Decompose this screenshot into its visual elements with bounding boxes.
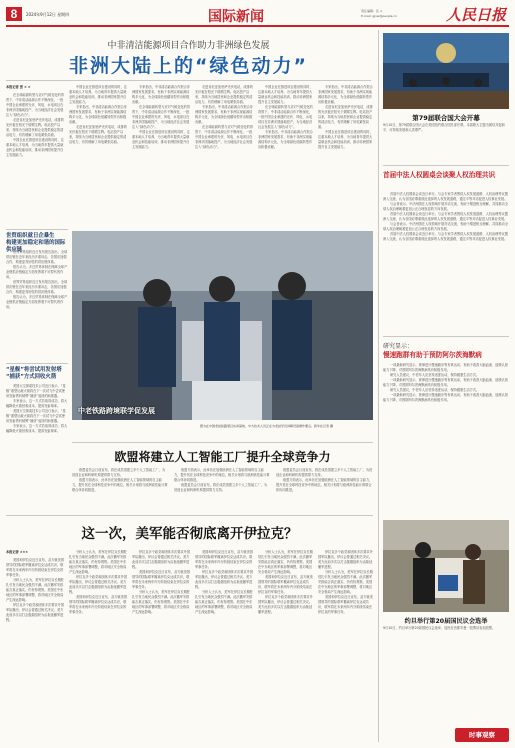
paragraph: 美国和伊拉克近日宣布，双方就美国领导的国际联军撤离伊拉克达成共识，联军将在未来两年内分阶段结束在伊拉克的军事任务。 (258, 575, 313, 594)
left-divider-2 (6, 363, 68, 364)
right-photo-un (383, 33, 509, 109)
paragraph: 走进肯尼亚加里萨光伏电站，成排的光伏板在阳光下熠熠生辉。电站投产以来，持续为当地居民和企业提供稳定的清洁电力，有效缓解了用电紧张局面。 (318, 105, 373, 129)
europe-body-col2 (174, 468, 270, 512)
page-number-badge: 8 (6, 7, 22, 21)
paragraph: 一项最新研究显示，规律进行慢速跑步等有氧运动，有助于改善大脑血流、延缓认知能力下降，对预防阿尔茨海默病具有积极作用。 (383, 378, 508, 387)
left-story-headline: 世贸组织就日企暴生 构建更加稳定和谐的国际供应链 (6, 233, 66, 253)
paragraph: 美国和伊拉克近日宣布，双方就美国领导的国际联军撤离伊拉克达成共识，联军将在未来两年内分阶段结束在伊拉克的军事任务。 (195, 550, 253, 569)
right-photo-jordan (383, 520, 509, 612)
paragraph: 中国企业在推进项目建设的同时，注重本地人才培养，为当地青年提供大量就业机会和技能培训，推动非洲国家提升自主发展能力。 (69, 85, 127, 104)
editor-info (361, 9, 421, 18)
paragraph: 走进肯尼亚加里萨光伏电站，成排的光伏板在阳光下熠熠生辉。电站投产以来，持续为当地居民和企业提供稳定的清洁电力，有效缓解了用电紧张局面。 (6, 118, 64, 137)
bottom-body-col1 (6, 558, 64, 742)
paragraph: 在全球能源转型与应对气候变化的背景下，中非清洁能源合作不断深化，一批中国企业承建的光伏、风电、水电项目在非洲多国落地投产，为当地经济社会发展注入“绿色动力”。 (6, 93, 64, 117)
paragraph: 走进肯尼亚加里萨光伏电站，成排的光伏板在阳光下熠熠生辉。电站投产以来，持续为当地居民和企业提供稳定的清洁电力，有效缓解了用电紧张局面。 (69, 125, 127, 144)
paragraph: 美国和伊拉克近日宣布，双方就美国领导的国际联军撤离伊拉克达成共识，联军将在未来两年内分阶段结束在伊拉克的军事任务。 (132, 570, 190, 589)
paragraph: 伊拉克多个政党和团体多次要求外国军队撤出，伊议会曾通过相关决议。美方此前多次以打击极端组织为由拖延撤军进程。 (132, 550, 190, 569)
paragraph: 报告认为，多边贸易体制在保障全球产业链供应链稳定方面发挥着不可替代的作用。 (6, 295, 68, 309)
paragraph: 美国太空探索技术公司近日表示，“星舰”重型运载火箭将在下一次试飞中尝试使用发射塔机械臂“捕获”返回的助推器。 (6, 384, 66, 398)
lead-body-col5 (258, 85, 314, 227)
paragraph: 在全球能源转型与应对气候变化的背景下，中非清洁能源合作不断深化，一批中国企业承建的光伏、风电、水电项目在非洲多国落地投产，为当地经济社会发展注入“绿色动力”。 (132, 105, 190, 129)
paragraph: 美国和伊拉克近日宣布，双方就美国领导的国际联军撤离伊拉克达成共识，联军将在未来两年内分阶段结束在伊拉克的军事任务。 (69, 595, 127, 614)
paragraph: 分析人士认为，美军在伊拉克长期驻扎引发当地民众强烈不满。此次撤军安排能否真正落实，仍有待观察。美国在中东地区的军事部署调整，将对地区安全格局产生深远影响。 (258, 550, 313, 574)
footer-badge (455, 728, 509, 742)
europe-headline: 欧盟将建立人工智能工厂提升全球竞争力 (114, 450, 331, 464)
paragraph: 分析人士认为，美军在伊拉克长期驻扎引发当地民众强烈不满。此次撤军安排能否真正落实，仍有待观察。美国在中东地区的军事部署调整，将对地区安全格局产生深远影响。 (318, 570, 373, 594)
right-photo-jordan-image (383, 520, 509, 612)
right-divider-2 (383, 336, 509, 337)
paragraph: 专家指出，中非清洁能源合作契合非洲国家发展需求，有助于非洲实现能源结构多元化，为全球绿色低碳转型作出积极贡献。 (69, 105, 127, 124)
right-photo-un-caption: 第79届联合国大会开幕 (412, 114, 480, 122)
right-photo-jordan-caption: 约旦举行第20届国民议会选举 (404, 618, 488, 625)
paragraph: 与会者表示，中法两国在人权领域开展对话交流，有助于增进相互理解，共同推动全球人权治理朝着更加公正合理包容的方向发展。 (383, 202, 508, 211)
bottom-headline: 这一次，美军能否彻底离开伊拉克？ (81, 526, 298, 542)
bottom-body-col3 (132, 550, 190, 742)
paragraph: 世界贸易组织近日发布报告指出，全球供应链在近年来经历多重冲击，各国应加强合作，构建更具韧性的供应链体系。 (6, 280, 68, 294)
left-divider (6, 229, 68, 230)
left-story2-headline: “星舰”将尝试用发射塔 “捕获”方式回收火箭 (6, 367, 62, 380)
lead-body-col4 (195, 85, 253, 227)
paragraph: 专家指出，中非清洁能源合作契合非洲国家发展需求，有助于非洲实现能源结构多元化，为全球绿色低碳转型作出积极贡献。 (258, 130, 313, 149)
lead-headline: 非洲大陆上的“绿色动力” (69, 55, 308, 77)
paragraph: 研究人员建议，中老年人应坚持适度运动，保持健康生活方式。 (390, 373, 480, 377)
right-photo-un-image (383, 33, 509, 109)
paragraph: 伊拉克多个政党和团体多次要求外国军队撤出，伊议会曾通过相关决议。美方此前多次以打击极端组织为由拖延撤军进程。 (258, 595, 313, 614)
right-column-rule (378, 30, 379, 742)
right-divider-1 (383, 165, 509, 166)
paragraph: 首届中法人权圆桌会谈近日举行。与会专家学者围绕人权发展道路、人权治理等议题深入交流，认为各国应尊重彼此选择的人权发展道路，通过平等对话促进人权事业发展。 (383, 212, 508, 221)
paragraph: 伊拉克多个政党和团体多次要求外国军队撤出，伊议会曾通过相关决议。美方此前多次以打击极端组织为由拖延撤军进程。 (6, 603, 64, 622)
photo-caption-title: 中老铁路跨境联学促发展 (78, 407, 155, 415)
lead-body-col3 (132, 85, 190, 227)
paragraph: 报告认为，多边贸易体制在保障全球产业链供应链稳定方面发挥着不可替代的作用。 (6, 265, 68, 279)
left-story2-body (6, 384, 68, 510)
paragraph: 分析人士认为，美军在伊拉克长期驻扎引发当地民众强烈不满。此次撤军安排能否真正落实，仍有待观察。美国在中东地区的军事部署调整，将对地区安全格局产生深远影响。 (69, 550, 127, 574)
paragraph: 美国和伊拉克近日宣布，双方就美国领导的国际联军撤离伊拉克达成共识，联军将在未来两年内分阶段结束在伊拉克的军事任务。 (318, 595, 373, 614)
bottom-body-col4 (195, 550, 253, 742)
bottom-divider (6, 515, 373, 516)
lead-body-col1 (6, 93, 64, 227)
paragraph: 走进肯尼亚加里萨光伏电站，成排的光伏板在阳光下熠熠生辉。电站投产以来，持续为当地居民和企业提供稳定的清洁电力，有效缓解了用电紧张局面。 (195, 85, 253, 104)
paragraph: 伊拉克多个政党和团体多次要求外国军队撤出，伊议会曾通过相关决议。美方此前多次以打击极端组织为由拖延撤军进程。 (69, 575, 127, 594)
editor-line: E-mail: gjxw@people.cn (361, 13, 398, 18)
paragraph: 欧盟方面表示，此举旨在加强欧洲在人工智能领域的自主能力，提升其在全球科技竞争中的地位。相关计划将与欧洲高性能计算联合体协同推进。 (276, 478, 373, 492)
paragraph: 中国企业在推进项目建设的同时，注重本地人才培养，为当地青年提供大量就业机会和技能培训，推动非洲国家提升自主发展能力。 (318, 130, 373, 149)
paragraph: 专家表示，这一方式若取得成功，将大幅降低火箭回收成本，提高发射频率。 (6, 399, 68, 408)
main-photo-image (72, 231, 373, 420)
masthead-logo: 人民日报 (446, 6, 507, 24)
europe-body-col1 (72, 468, 168, 512)
paragraph: 分析人士认为，美军在伊拉克长期驻扎引发当地民众强烈不满。此次撤军安排能否真正落实，仍有待观察。美国在中东地区的军事部署调整，将对地区安全格局产生深远影响。 (195, 590, 253, 614)
research-kicker: 研究显示： (383, 343, 414, 350)
paragraph: 分析人士认为，美军在伊拉克长期驻扎引发当地民众强烈不满。此次撤军安排能否真正落实，仍有待观察。美国在中东地区的军事部署调整，将对地区安全格局产生深远影响。 (132, 590, 190, 614)
header-rule (6, 25, 509, 27)
paragraph: 在全球能源转型与应对气候变化的背景下，中非清洁能源合作不断深化，一批中国企业承建的光伏、风电、水电项目在非洲多国落地投产，为当地经济社会发展注入“绿色动力”。 (195, 125, 253, 149)
main-photo (72, 231, 373, 420)
lead-kicker: 中非清洁能源项目合作助力非洲绿色发展 (107, 41, 270, 51)
lead-byline: 本报记者 张 × × (6, 85, 31, 89)
paragraph: 与会者表示，中法两国在人权领域开展对话交流，有助于增进相互理解，共同推动全球人权治理朝着更加公正合理包容的方向发展。 (383, 222, 508, 231)
lead-body-col6 (318, 85, 373, 227)
research-headline: 慢速跑群有助于预防阿尔茨海默病 (383, 351, 482, 359)
bottom-body-col6 (318, 550, 373, 742)
europe-body-col3 (276, 468, 373, 512)
right-story-body (383, 192, 509, 332)
paragraph: 研究人员建议，中老年人应坚持适度运动，保持健康生活方式。 (390, 388, 480, 392)
right-story-headline: 首届中法人权圆桌会谈聚人权治理共识 (383, 171, 496, 179)
europe-divider (72, 442, 373, 443)
right-photo-jordan-text: 9月10日，约旦举行第20届国民议会选举，选民在首都安曼一投票站参加投票。 (383, 626, 496, 630)
paragraph: 一项最新研究显示，规律进行慢速跑步等有氧运动，有助于改善大脑血流、延缓认知能力下降，对预防阿尔茨海默病具有积极作用。 (383, 363, 508, 372)
bottom-body-col5 (258, 550, 314, 742)
research-body (383, 363, 509, 516)
editor-line: 责任编辑：张 × (361, 9, 383, 13)
paragraph: 中国企业在推进项目建设的同时，注重本地人才培养，为当地青年提供大量就业机会和技能培训，推动非洲国家提升自主发展能力。 (258, 85, 313, 104)
paragraph: 欧盟方面表示，此举旨在加强欧洲在人工智能领域的自主能力，提升其在全球科技竞争中的地位。相关计划将与欧洲高性能计算联合体协同推进。 (174, 468, 270, 482)
right-photo-un-text: 9月10日，第79届联合国大会在美国纽约联合国总部开幕。本届联大主题为团结共促和平、可持续发展和人类尊严。 (383, 123, 505, 132)
bottom-byline: 本报记者 ××× (6, 550, 28, 554)
paragraph: 美国和伊拉克近日宣布，双方就美国领导的国际联军撤离伊拉克达成共识，联军将在未来两年内分阶段结束在伊拉克的军事任务。 (6, 558, 64, 577)
issue-date: 2024年9月12日 星期四 (26, 12, 70, 17)
paragraph: 中国企业在推进项目建设的同时，注重本地人才培养，为当地青年提供大量就业机会和技能培训，推动非洲国家提升自主发展能力。 (6, 138, 64, 157)
paragraph: 专家指出，中非清洁能源合作契合非洲国家发展需求，有助于非洲实现能源结构多元化，为全球绿色低碳转型作出积极贡献。 (318, 85, 373, 104)
paragraph: 分析人士认为，美军在伊拉克长期驻扎引发当地民众强烈不满。此次撤军安排能否真正落实，仍有待观察。美国在中东地区的军事部署调整，将对地区安全格局产生深远影响。 (6, 578, 64, 602)
paragraph: 专家指出，中非清洁能源合作契合非洲国家发展需求，有助于非洲实现能源结构多元化，为全球绿色低碳转型作出积极贡献。 (195, 105, 253, 124)
paragraph: 欧盟方面表示，此举旨在加强欧洲在人工智能领域的自主能力，提升其在全球科技竞争中的地位。相关计划将与欧洲高性能计算联合体协同推进。 (72, 478, 168, 492)
paragraph: 美国太空探索技术公司近日表示，“星舰”重型运载火箭将在下一次试飞中尝试使用发射塔机械臂“捕获”返回的助推器。 (6, 409, 66, 423)
paragraph: 中国企业在推进项目建设的同时，注重本地人才培养，为当地青年提供大量就业机会和技能培训，推动非洲国家提升自主发展能力。 (132, 130, 190, 149)
paragraph: 首届中法人权圆桌会谈近日举行。与会专家学者围绕人权发展道路、人权治理等议题深入交流，认为各国应尊重彼此选择的人权发展道路，通过平等对话促进人权事业发展。 (383, 232, 508, 241)
paragraph: 欧盟委员会日前宣布，将在成员国建立多个人工智能工厂，为初创企业和科研机构提供算力支持。 (174, 483, 268, 492)
paragraph: 世界贸易组织近日发布报告指出，全球供应链在近年来经历多重冲击，各国应加强合作，构建更具韧性的供应链体系。 (6, 250, 68, 264)
paragraph: 专家指出，中非清洁能源合作契合非洲国家发展需求，有助于非洲实现能源结构多元化，为全球绿色低碳转型作出积极贡献。 (132, 85, 190, 104)
paragraph: 欧盟委员会日前宣布，将在成员国建立多个人工智能工厂，为初创企业和科研机构提供算力支持。 (72, 468, 166, 477)
bottom-body-col2 (69, 550, 127, 742)
footer-label: 时事观察 (469, 731, 495, 739)
left-story-body (6, 250, 68, 360)
paragraph: 伊拉克多个政党和团体多次要求外国军队撤出，伊议会曾通过相关决议。美方此前多次以打击极端组织为由拖延撤军进程。 (318, 550, 373, 569)
paragraph: 首届中法人权圆桌会谈近日举行。与会专家学者围绕人权发展道路、人权治理等议题深入交流，认为各国应尊重彼此选择的人权发展道路，通过平等对话促进人权事业发展。 (383, 192, 508, 201)
section-title: 国际新闻 (208, 9, 264, 25)
paragraph: 一项最新研究显示，规律进行慢速跑步等有氧运动，有助于改善大脑血流、延缓认知能力下降，对预防阿尔茨海默病具有积极作用。 (383, 393, 508, 402)
paragraph: 伊拉克多个政党和团体多次要求外国军队撤出，伊议会曾通过相关决议。美方此前多次以打击极端组织为由拖延撤军进程。 (195, 570, 253, 589)
paragraph: 在全球能源转型与应对气候变化的背景下，中非清洁能源合作不断深化，一批中国企业承建的光伏、风电、水电项目在非洲多国落地投产，为当地经济社会发展注入“绿色动力”。 (258, 105, 313, 129)
main-photo-caption: 图为在中国老挝铁路项目实训基地，中方技术人员正在为老挝学员讲解设备操作要点。新华社记者 摄 (200, 424, 333, 428)
paragraph: 专家表示，这一方式若取得成功，将大幅降低火箭回收成本，提高发射频率。 (6, 424, 68, 433)
paragraph: 欧盟委员会日前宣布，将在成员国建立多个人工智能工厂，为初创企业和科研机构提供算力支持。 (276, 468, 373, 477)
lead-body-col2 (69, 85, 127, 227)
lead-divider (6, 80, 371, 81)
